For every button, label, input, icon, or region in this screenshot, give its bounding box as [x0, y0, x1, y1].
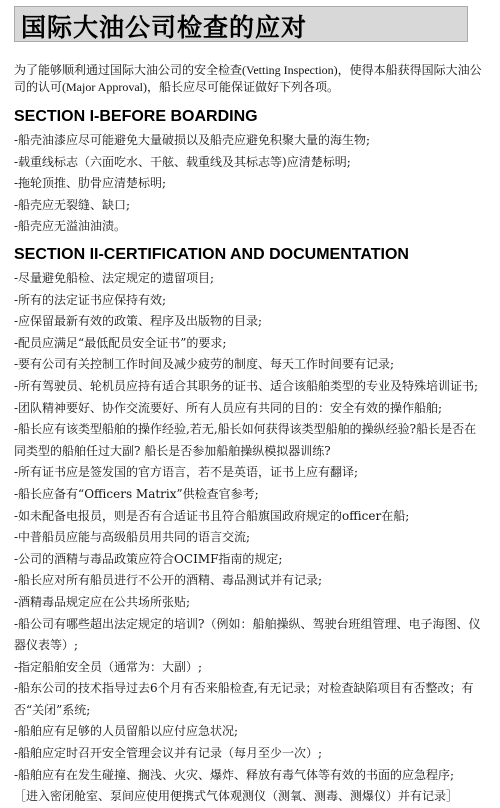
list-item: -船壳应无溢油油渍。	[14, 219, 127, 234]
list-item: -船舶应定时召开安全管理会议并有记录（每月至少一次）;	[14, 746, 323, 761]
list-item: -要有公司有关控制工作时间及减少疲劳的制度、每天工作时间要有记录;	[14, 357, 395, 372]
list-item: -拖轮顶推、肋骨应清楚标明;	[14, 176, 167, 191]
list-item: -中普船员应能与高级船员用共同的语言交流;	[14, 530, 251, 545]
list-item: -应保留最新有效的政策、程序及出版物的目录;	[14, 314, 263, 329]
list-item: -酒精毒品规定应在公共场所张贴;	[14, 594, 191, 609]
list-item: -配员应满足“最低配员安全证书”的要求;	[14, 335, 227, 350]
list-item: -尽量避免船检、法定规定的遗留项目;	[14, 271, 215, 285]
list-item: -船壳油漆应尽可能避免大量破损以及船壳应避免积聚大量的海生物;	[14, 133, 371, 147]
list-item: -船长应对所有船员进行不公开的酒精、毒品测试并有记录;	[14, 573, 323, 588]
intro-paragraph: 为了能够顺利通过国际大油公司的安全检查(Vetting Inspection)，使得本船获得国际大油公司的认可(Major Approval)，船长应尽可能保证做好下列各项。	[14, 63, 482, 94]
section1-items	[14, 130, 488, 238]
list-item: -所有证书应是签发国的官方语言，若不是英语，证书上应有翻译;	[14, 465, 359, 480]
page-title: 国际大油公司检查的应对	[21, 13, 308, 42]
list-item: -船舶应有足够的人员留船以应付应急状况;	[14, 724, 239, 739]
section2-heading: SECTION II-CERTIFICATION AND DOCUMENTATION	[14, 246, 409, 263]
list-item: ［进入密闭舱室、泵间应使用便携式气体观测仪（测氧、测毒、测爆仪）并有记录］	[14, 789, 459, 804]
list-item: -船公司有哪些超出法定规定的培训?（例如：船舶操纵、驾驶台班组管理、电子海图、仪器仪表等）;	[14, 616, 481, 653]
list-item: -公司的酒精与毒品政策应符合OCIMF指南的规定;	[14, 551, 283, 566]
list-item: -如未配备电报员，则是否有合适证书且符合船旗国政府规定的officer在船;	[14, 508, 410, 523]
section1-heading: SECTION I-BEFORE BOARDING	[14, 108, 258, 125]
list-item: -所有的法定证书应保持有效;	[14, 292, 167, 307]
list-item: -指定船舶安全员（通常为：大副）;	[14, 659, 203, 674]
title-banner	[14, 6, 468, 42]
list-item: -船壳应无裂缝、缺口;	[14, 197, 131, 212]
list-item: -团队精神要好、协作交流要好、所有人员应有共同的目的：安全有效的操作船舶;	[14, 400, 443, 415]
list-item: -船长应备有“Officers Matrix”供检查官参考;	[14, 486, 259, 501]
section2-items	[14, 268, 488, 808]
list-item: -所有驾驶员、轮机员应持有适合其职务的证书、适合该船舶类型的专业及特殊培训证书;	[14, 378, 479, 393]
list-item: -船长应有该类型船舶的操作经验,若无,船长如何获得该类型船舶的操纵经验?船长是否在同类型的船舶任过大副? 船长是否参加船舶操纵模拟器训练?	[14, 422, 477, 458]
list-item: -船舶应有在发生碰撞、搁浅、火灾、爆炸、释放有毒气体等有效的书面的应急程序;	[14, 767, 455, 782]
list-item: -载重线标志（六面吃水、干舷、载重线及其标志等)应清楚标明;	[14, 154, 351, 169]
list-item: -船东公司的技术指导过去6个月有否来船检查,有无记录；对检查缺陷项目有否整改；有否“关闭”系统;	[14, 681, 474, 717]
